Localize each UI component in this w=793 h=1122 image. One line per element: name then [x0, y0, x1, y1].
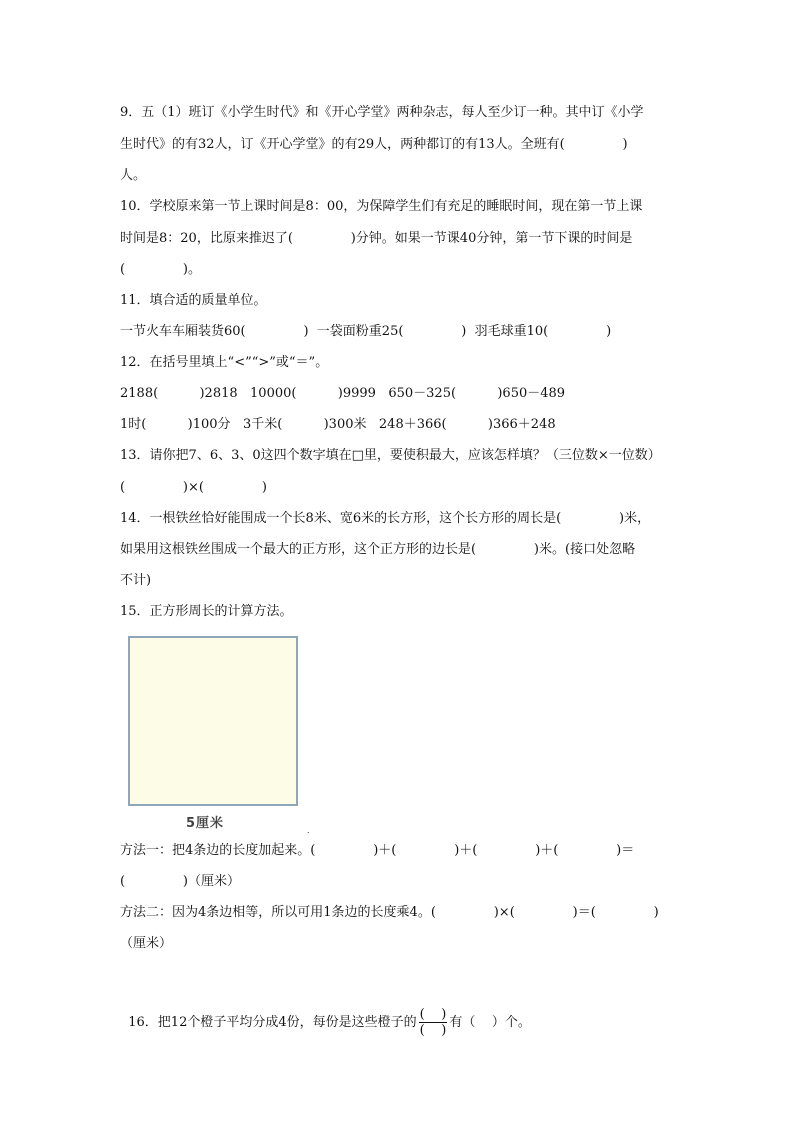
method-2-line-1: 方法二：因为4条边相等，所以可用1条边的长度乘4。( )×( )＝( )	[120, 905, 659, 920]
q12-line-1: 12．在括号里填上“<”“>”或“＝”。	[120, 355, 329, 370]
q10-line-2: 时间是8：20，比原来推迟了( )分钟。如果一节课40分钟，第一节下课的时间是	[120, 231, 633, 246]
q16	[120, 972, 531, 1040]
method-1-line-2: ( )（厘米）	[120, 874, 240, 889]
q12-line-3: 1时( )100分 3千米( )300米 248＋366( )366＋248	[120, 417, 556, 432]
q16-text-before: 16．把12个橙子平均分成4份，每份是这些橙子的	[128, 1015, 417, 1030]
q13-line-1: 13．请你把7、6、3、0这四个数字填在□里，要使积最大，应该怎样填？（三位数×一位数）	[120, 448, 661, 463]
square-side-label: 5厘米	[186, 816, 225, 831]
fraction-numerator: ( )	[419, 1007, 447, 1022]
q11-line-2: 一节火车车厢装货60( ) 一袋面粉重25( ) 羽毛球重10( )	[120, 324, 612, 339]
q10-line-3: ( )。	[120, 262, 201, 277]
stray-dot: .	[307, 826, 310, 835]
q14-line-3: 不计)	[120, 573, 152, 588]
fraction-blank[interactable]	[419, 1007, 448, 1038]
q14-line-1: 14．一根铁丝恰好能围成一个长8米、宽6米的长方形，这个长方形的周长是( )米，	[120, 511, 651, 526]
method-2-line-2: （厘米）	[120, 936, 173, 951]
q14-line-2: 如果用这根铁丝围成一个最大的正方形，这个正方形的边长是( )米。(接口处忽略	[120, 542, 636, 557]
q12-line-2: 2188( )2818 10000( )9999 650－325( )650－489	[120, 386, 566, 401]
q10-line-1: 10．学校原来第一节上课时间是8：00，为保障学生们有充足的睡眠时间，现在第一节上课	[120, 199, 643, 214]
square-figure	[128, 636, 298, 806]
q13-line-2: ( )×( )	[120, 480, 267, 495]
q9-line-1: 9．五（1）班订《小学生时代》和《开心学堂》两种杂志，每人至少订一种。其中订《小学	[120, 105, 644, 120]
q15-line-1: 15．正方形周长的计算方法。	[120, 604, 293, 619]
q16-text-after: 有（ ）个。	[449, 1015, 531, 1030]
q9-line-3: 人。	[120, 168, 147, 183]
method-1-line-1: 方法一：把4条边的长度加起来。( )＋( )＋( )＋( )＝	[120, 843, 635, 858]
q11-line-1: 11．填合适的质量单位。	[120, 293, 267, 308]
q9-line-2: 生时代》的有32人，订《开心学堂》的有29人，两种都订的有13人。全班有( )	[120, 137, 628, 152]
fraction-denominator: ( )	[419, 1023, 447, 1038]
